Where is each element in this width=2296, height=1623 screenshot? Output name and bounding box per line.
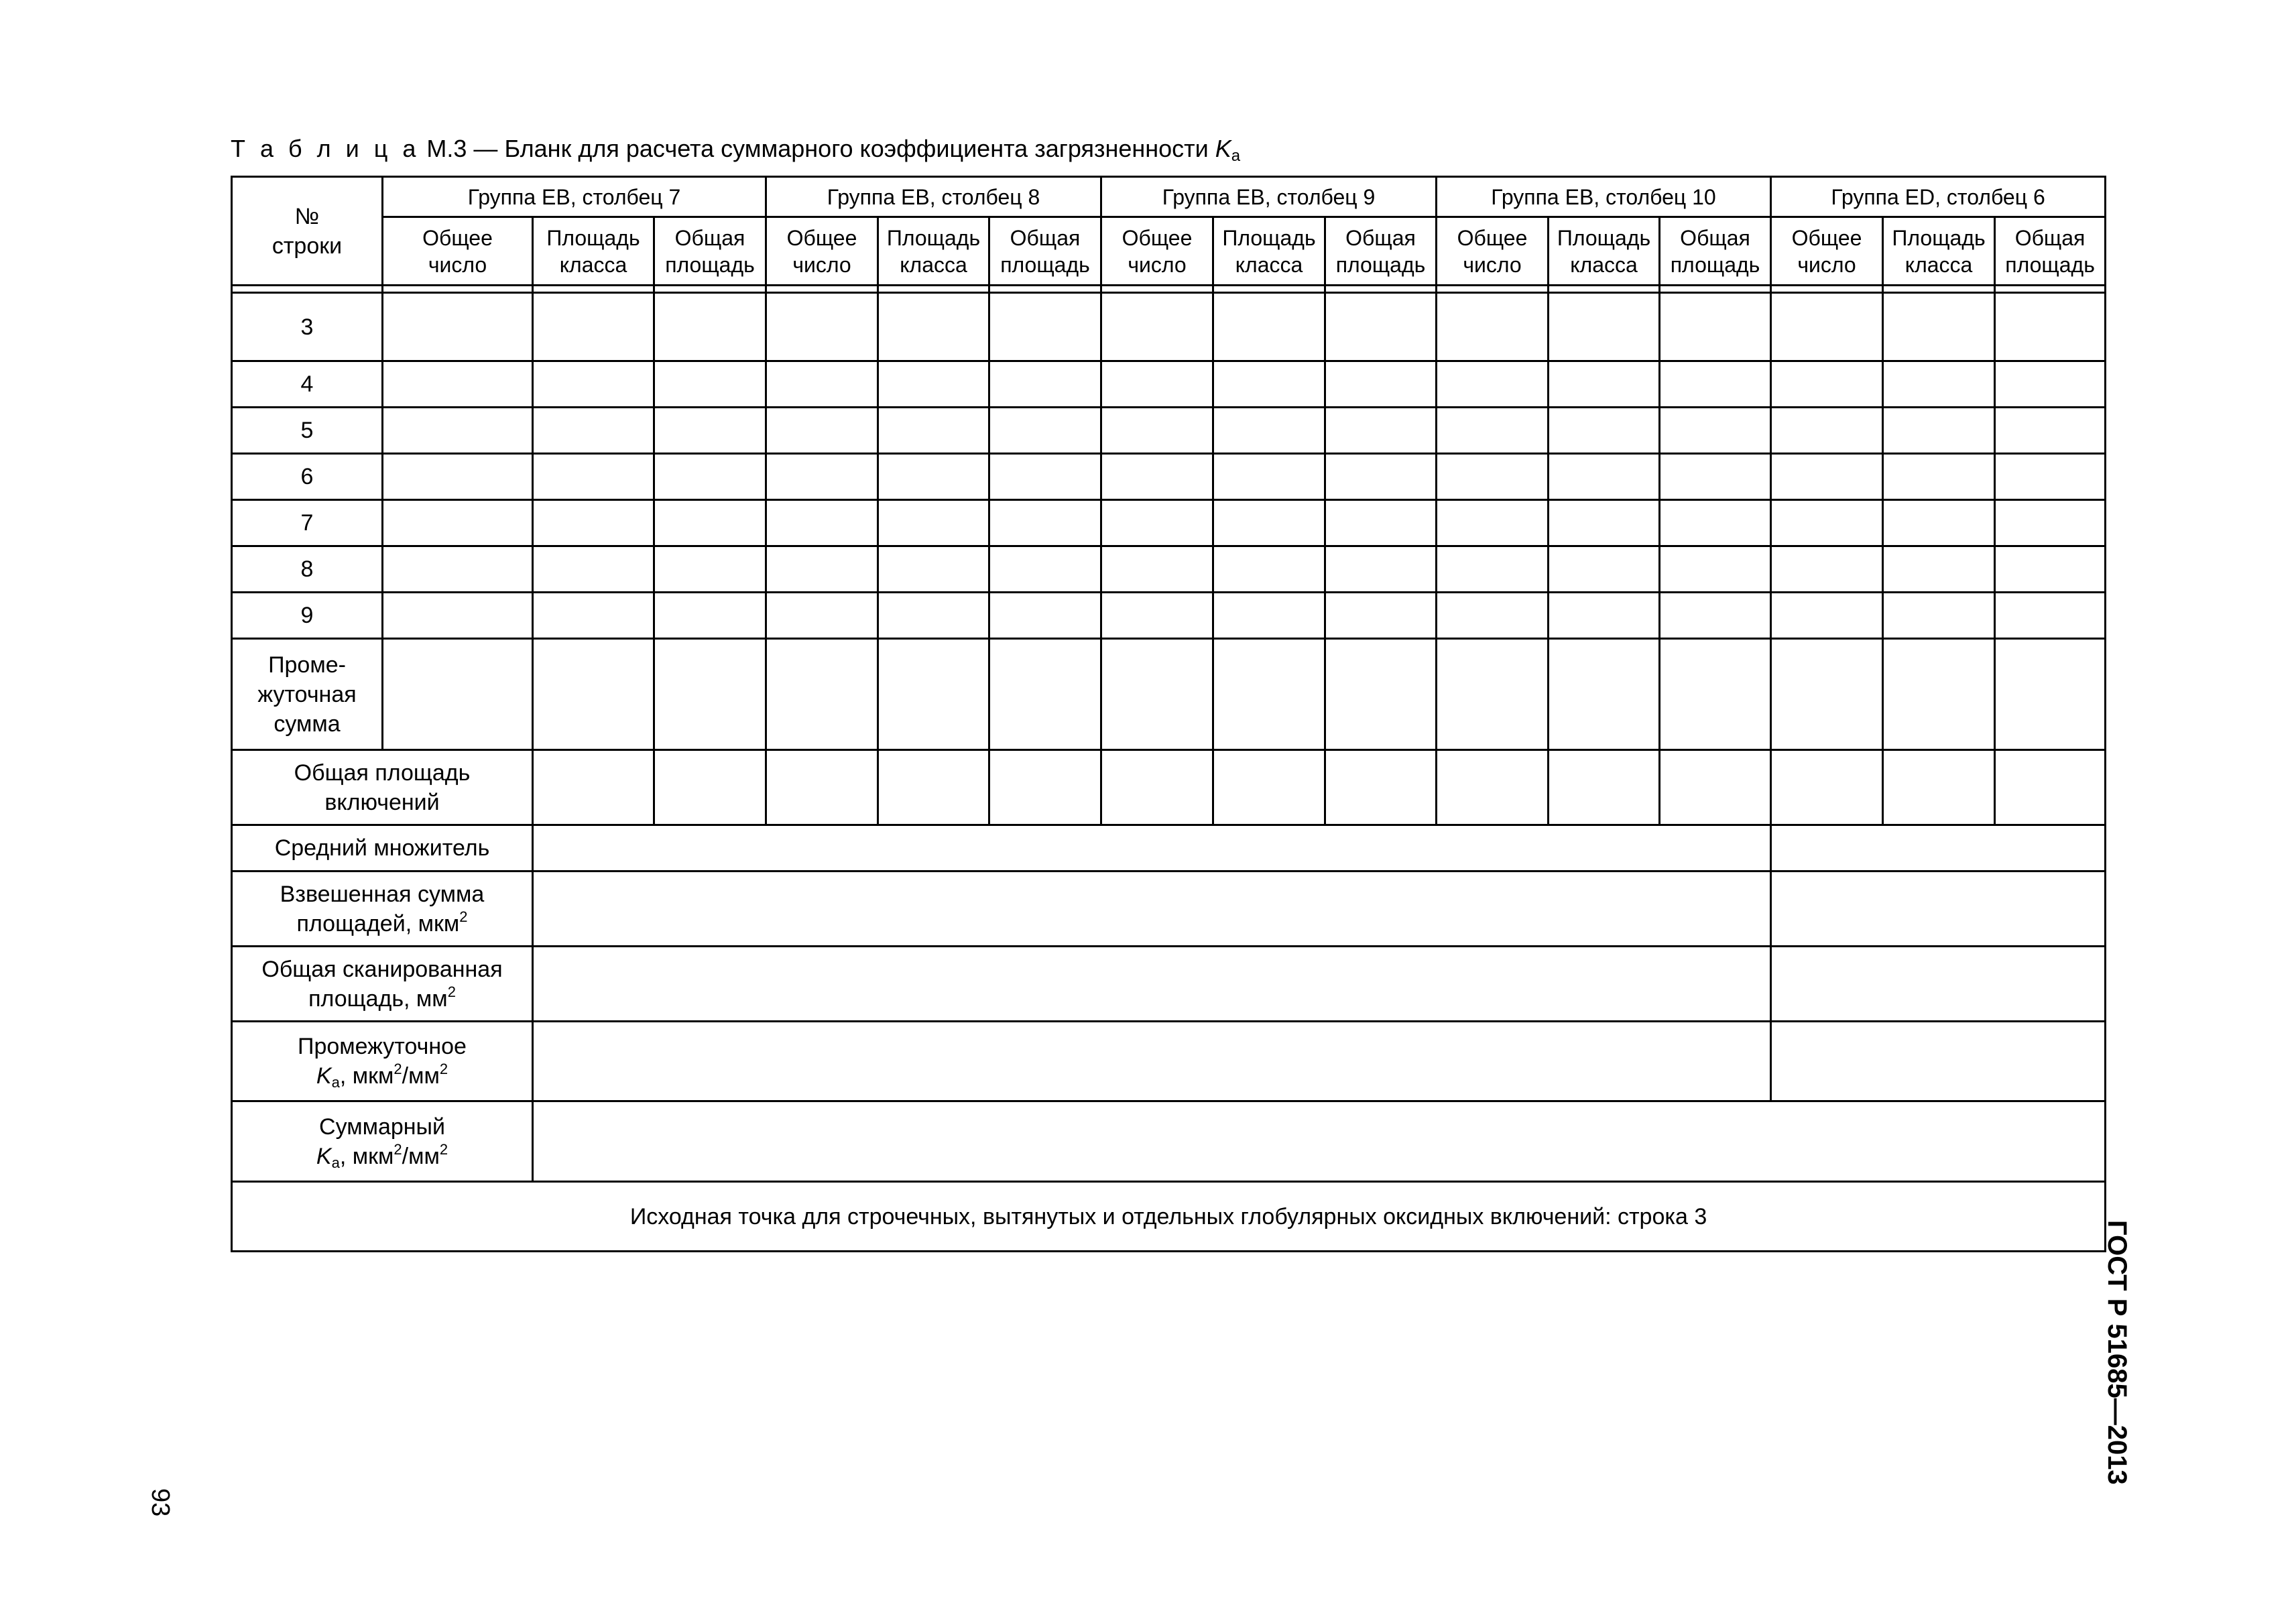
table-row bbox=[232, 593, 2106, 639]
subtotal-label: Проме- жуточная сумма bbox=[232, 639, 383, 750]
row-number-header: № строки bbox=[232, 177, 383, 286]
header-row-groups bbox=[232, 177, 2106, 217]
total-ka-row bbox=[232, 1101, 2106, 1182]
subcolumn-header: Общая площадь bbox=[1995, 217, 2106, 286]
row-number: 3 bbox=[232, 293, 383, 361]
group-header: Группа ЕВ, столбец 7 bbox=[383, 177, 766, 217]
group-header: Группа ЕВ, столбец 8 bbox=[766, 177, 1101, 217]
caption-symbol-sub: a bbox=[1231, 147, 1241, 165]
row-number: 6 bbox=[232, 454, 383, 500]
subcolumn-header: Общее число bbox=[1101, 217, 1213, 286]
total-ka-label: Суммарный $K_a$, $мкм^2/мм^2$ bbox=[232, 1101, 533, 1182]
caption-prefix: Т а б л и ц а bbox=[231, 135, 420, 162]
subcolumn-header: Площадь класса bbox=[1213, 217, 1325, 286]
subcolumn-header: Площадь класса bbox=[1549, 217, 1660, 286]
row-number: 5 bbox=[232, 408, 383, 454]
table-row bbox=[232, 546, 2106, 593]
total-area-row bbox=[232, 750, 2106, 825]
table-row bbox=[232, 408, 2106, 454]
row-number: 7 bbox=[232, 500, 383, 546]
contamination-form-table bbox=[231, 176, 2106, 1252]
footer-row bbox=[232, 1182, 2106, 1252]
total-area-label: Общая площадь включений bbox=[232, 750, 533, 825]
subcolumn-header: Общая площадь bbox=[1660, 217, 1771, 286]
subcolumn-header: Площадь класса bbox=[533, 217, 654, 286]
table-row bbox=[232, 293, 2106, 361]
subcolumn-header: Площадь класса bbox=[1883, 217, 1995, 286]
avg-multiplier-row bbox=[232, 825, 2106, 871]
group-header: Группа ED, столбец 6 bbox=[1771, 177, 2106, 217]
standard-code: ГОСТ Р 51685—2013 bbox=[2102, 1220, 2132, 1485]
scanned-area-label: Общая сканированная площадь, $мм^2$ bbox=[232, 947, 533, 1022]
row-number: 9 bbox=[232, 593, 383, 639]
subcolumn-header: Общая площадь bbox=[1325, 217, 1437, 286]
table-caption bbox=[231, 129, 1240, 169]
footer-note: Исходная точка для строчечных, вытянутых и отдельных глобулярных оксидных включений: строка 3 bbox=[232, 1182, 2106, 1252]
group-header: Группа ЕВ, столбец 9 bbox=[1101, 177, 1437, 217]
header-separator bbox=[232, 286, 2106, 293]
scanned-area-row bbox=[232, 947, 2106, 1022]
subcolumn-header: Общее число bbox=[1771, 217, 1883, 286]
weighted-sum-row bbox=[232, 871, 2106, 947]
page-number: 93 bbox=[146, 1488, 174, 1517]
caption-text: М.3 — Бланк для расчета суммарного коэффициента загрязненности bbox=[426, 135, 1209, 162]
group-header: Группа ЕВ, столбец 10 bbox=[1437, 177, 1771, 217]
subcolumn-header: Общая площадь bbox=[654, 217, 766, 286]
table-row bbox=[232, 454, 2106, 500]
header-row-subcolumns bbox=[232, 217, 2106, 286]
row-number: 8 bbox=[232, 546, 383, 593]
subcolumn-header: Общая площадь bbox=[989, 217, 1101, 286]
avg-multiplier-label: Средний множитель bbox=[232, 825, 533, 871]
caption-symbol: K bbox=[1215, 135, 1231, 162]
subcolumn-header: Общее число bbox=[766, 217, 878, 286]
table-row bbox=[232, 500, 2106, 546]
row-number: 4 bbox=[232, 361, 383, 408]
intermediate-ka-label: Промежуточное $K_a$, $мкм^2/мм^2$ bbox=[232, 1022, 533, 1101]
subcolumn-header: Общее число bbox=[383, 217, 533, 286]
subcolumn-header: Общее число bbox=[1437, 217, 1549, 286]
intermediate-ka-row bbox=[232, 1022, 2106, 1101]
subtotal-row bbox=[232, 639, 2106, 750]
weighted-sum-label: Взвешенная сумма площадей, мкм$^2$ bbox=[232, 871, 533, 947]
subcolumn-header: Площадь класса bbox=[878, 217, 989, 286]
table-row bbox=[232, 361, 2106, 408]
